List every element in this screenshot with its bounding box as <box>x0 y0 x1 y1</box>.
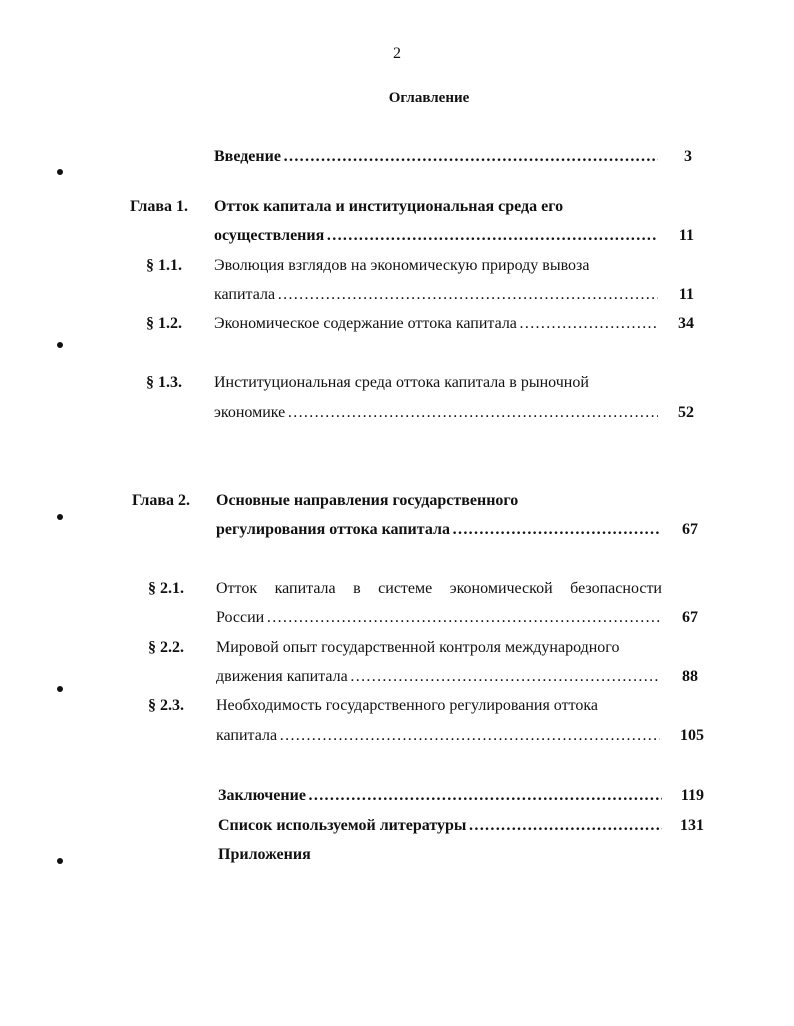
toc-conclusion <box>218 787 662 805</box>
toc-s22-page: 88 <box>682 668 698 685</box>
toc-literature <box>218 817 662 835</box>
toc-ch1-label: Глава 1. <box>130 198 188 215</box>
toc-s21-line2-text: России <box>216 609 265 626</box>
toc-ch1-line2-text: осуществления <box>214 227 325 244</box>
toc-literature-text: Список используемой литературы <box>218 817 467 834</box>
toc-s11-line2 <box>214 286 658 304</box>
toc-s22-line2-text: движения капитала <box>216 668 348 685</box>
toc-s11-label: § 1.1. <box>146 257 182 274</box>
toc-intro-page: 3 <box>684 148 692 165</box>
toc-s23-label: § 2.3. <box>148 697 184 714</box>
leader-dots <box>287 404 658 422</box>
toc-ch2-line1: Основные направления государственного <box>216 492 519 509</box>
toc-s23-line1: Необходимость государственного регулирования оттока <box>216 697 598 714</box>
toc-conclusion-page: 119 <box>680 787 704 804</box>
toc-appendix: Приложения <box>218 846 311 863</box>
leader-dots <box>308 787 662 805</box>
toc-s23-line2 <box>216 727 660 745</box>
toc-conclusion-text: Заключение <box>218 787 306 804</box>
toc-s11-line1: Эволюция взглядов на экономическую природу вывоза <box>214 257 590 274</box>
toc-s21-line1: Отток капитала в системе экономической безопасности <box>216 580 662 597</box>
leader-dots <box>277 286 658 304</box>
toc-s11-line2-text: капитала <box>214 286 276 303</box>
scan-mark <box>57 858 63 864</box>
toc-intro <box>214 148 658 166</box>
scan-mark <box>57 342 63 348</box>
page-number: 2 <box>393 45 401 62</box>
leader-dots <box>452 521 660 539</box>
toc-ch2-line2 <box>216 521 660 539</box>
toc-s13-page: 52 <box>678 404 694 421</box>
scan-mark <box>57 169 63 175</box>
leader-dots <box>279 727 660 745</box>
toc-ch2-page: 67 <box>682 521 698 538</box>
toc-s13-line1: Институциональная среда оттока капитала в рыночной <box>214 374 589 391</box>
toc-s12-page: 34 <box>678 315 694 332</box>
leader-dots <box>519 315 658 333</box>
leader-dots <box>350 668 660 686</box>
scan-mark <box>57 686 63 692</box>
toc-s13-line2-text: экономике <box>214 404 286 421</box>
toc-ch1-line1: Отток капитала и институциональная среда его <box>214 198 564 215</box>
toc-literature-page: 131 <box>680 817 704 834</box>
toc-s21-line2 <box>216 609 660 627</box>
toc-ch1-page: 11 <box>678 227 694 244</box>
toc-s22-line2 <box>216 668 660 686</box>
toc-intro-text: Введение <box>214 148 281 165</box>
toc-s13-label: § 1.3. <box>146 374 182 391</box>
leader-dots <box>283 148 658 166</box>
toc-s23-line2-text: капитала <box>216 727 278 744</box>
toc-ch1-line2 <box>214 227 658 245</box>
toc-s22-line1: Мировой опыт государственной контроля международного <box>216 639 620 656</box>
toc-s11-page: 11 <box>678 286 694 303</box>
leader-dots <box>266 609 660 627</box>
leader-dots <box>326 227 658 245</box>
toc-s12-line1-text: Экономическое содержание оттока капитала <box>214 315 517 332</box>
toc-s23-page: 105 <box>680 727 704 744</box>
toc-ch2-line2-text: регулирования оттока капитала <box>216 521 450 538</box>
document-title: Оглавление <box>388 90 470 106</box>
toc-s21-label: § 2.1. <box>148 580 184 597</box>
leader-dots <box>468 817 662 835</box>
scan-mark <box>57 514 63 520</box>
toc-ch2-label: Глава 2. <box>132 492 190 509</box>
toc-s12-line1 <box>214 315 658 333</box>
toc-s12-label: § 1.2. <box>146 315 182 332</box>
toc-s21-page: 67 <box>682 609 698 626</box>
toc-s13-line2 <box>214 404 658 422</box>
toc-s22-label: § 2.2. <box>148 639 184 656</box>
